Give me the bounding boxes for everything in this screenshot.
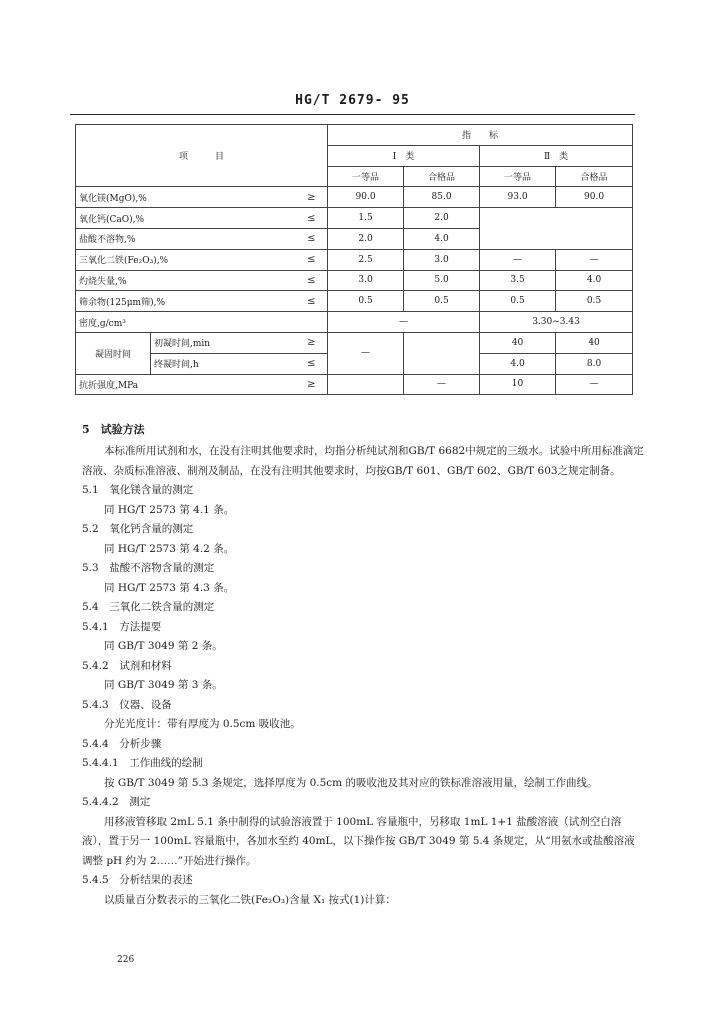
table-header-row [76,125,633,146]
reference-text: 同 GB/T 3049 第 3 条。 [104,679,223,691]
standard-code-header: HG/T 2679- 95 [295,93,410,108]
table-row [76,291,633,312]
row-name: 初凝时间,min [151,332,296,353]
header-class-ii: Ⅱ 类 [480,145,633,166]
cell-value: 40 [556,332,633,353]
subsection-heading: 5.4.4.2 测定 [82,796,151,808]
section-body [82,442,644,910]
cell-value: 2.0 [404,208,480,229]
intro-paragraph: 本标准所用试剂和水，在没有注明其他要求时，均指分析纯试剂和GB/T 6682中规定的三级水。试验中所用标准滴定溶液、杂质标准溶液、制剂及制品，在没有注明其他要求时，均按GB/T 601、GB/T 602、GB/T 603之规定制备。 [82,445,644,477]
cell-value: 5.0 [404,270,480,291]
section-title: 5 试验方法 [82,423,145,436]
header-item: 项 目 [76,125,328,187]
cell-value: — [480,249,556,270]
cell-value: — [556,249,633,270]
row-name: 终凝时间,h [151,353,296,374]
header-rule [70,114,635,115]
cell-value: — [556,374,633,395]
subsection-heading: 5.1 氧化镁含量的测定 [82,484,194,496]
row-group-name: 凝固时间 [76,332,151,374]
row-name: 灼烧失量,% [76,270,296,291]
table-row [76,187,633,208]
table-row [76,332,633,353]
row-name: 三氧化二铁(Fe₂O₃),% [76,249,296,270]
body-text-line: 分光光度计：带有厚度为 0.5cm 吸收池。 [104,718,301,730]
cell-value [404,332,480,374]
cell-value: 0.5 [328,291,404,312]
table-row [76,374,633,395]
body-paragraph: 用移液管移取 2mL 5.1 条中制得的试验溶液置于 100mL 容量瓶中，另移取 1mL 1+1 盐酸溶液（试剂空白溶液），置于另一 100mL 容量瓶中，各加水至约 40mL，以下操作按 GB/T 3049 第 5.4 条规定，从“用氨水或盐酸溶液调整 pH 约为 2……”开始进行操作。 [82,815,635,867]
body-text-line: 以质量百分数表示的三氧化二铁(Fe₂O₃)含量 X₁ 按式(1)计算： [104,893,396,906]
cell-value: 4.0 [556,270,633,291]
cell-value: — [328,312,480,333]
table-row [76,270,633,291]
table-row [76,312,633,333]
row-comparator: ≤ [296,353,328,374]
subsection-heading: 5.3 盐酸不溶物含量的测定 [82,562,215,574]
cell-value [328,374,404,395]
cell-value: — [328,332,404,374]
cell-value: 2.5 [328,249,404,270]
table-row [76,208,633,229]
row-name: 抗折强度,MPa [76,374,296,395]
subsection-heading: 5.2 氧化钙含量的测定 [82,523,194,535]
specification-table [75,124,633,395]
cell-value: 40 [480,332,556,353]
cell-value: 3.30~3.43 [480,312,633,333]
header-indicators: 指 标 [328,125,633,146]
row-name: 密度,g/cm³ [76,312,328,333]
cell-value: 1.5 [328,208,404,229]
body-paragraph: 按 GB/T 3049 第 5.3 条规定，选择厚度为 0.5cm 的吸收池及其对应的铁标准溶液用量，绘制工作曲线。 [104,776,598,789]
row-comparator: ≤ [296,270,328,291]
row-name: 氧化钙(CaO),% [76,208,296,229]
cell-value: 10 [480,374,556,395]
header-grade: 合格品 [556,166,633,187]
subsection-heading: 5.4.1 方法提要 [82,620,162,633]
row-name: 筛余物(125μm筛),% [76,291,296,312]
subsection-heading: 5.4.4.1 工作曲线的绘制 [82,757,203,769]
reference-text: 同 HG/T 2573 第 4.3 条。 [104,581,235,594]
cell-value: 2.0 [328,228,404,249]
row-name: 盐酸不溶物,% [76,228,296,249]
subsection-heading: 5.4.3 仪器、设备 [82,698,172,711]
row-comparator: ≤ [296,228,328,249]
row-name: 氧化镁(MgO),% [76,187,296,208]
cell-value [480,208,633,250]
subsection-heading: 5.4 三氧化二铁含量的测定 [82,601,215,613]
cell-value: 0.5 [404,291,480,312]
cell-value: 3.5 [480,270,556,291]
subsection-heading: 5.4.4 分析步骤 [82,737,162,750]
cell-value: 8.0 [556,353,633,374]
header-grade: 一等品 [480,166,556,187]
subsection-heading: 5.4.5 分析结果的表述 [82,874,193,886]
cell-value: — [404,374,480,395]
cell-value: 3.0 [404,249,480,270]
cell-value: 4.0 [480,353,556,374]
cell-value: 0.5 [480,291,556,312]
row-comparator: ≥ [296,374,328,395]
subsection-heading: 5.4.2 试剂和材料 [82,659,172,672]
cell-value: 90.0 [328,187,404,208]
cell-value: 3.0 [328,270,404,291]
row-comparator: ≤ [296,208,328,229]
header-grade: 合格品 [404,166,480,187]
row-comparator: ≥ [296,332,328,353]
reference-text: 同 GB/T 3049 第 2 条。 [104,640,223,652]
cell-value: 90.0 [556,187,633,208]
cell-value: 0.5 [556,291,633,312]
cell-value: 4.0 [404,228,480,249]
table-row [76,249,633,270]
reference-text: 同 HG/T 2573 第 4.1 条。 [104,503,235,516]
row-comparator: ≥ [296,187,328,208]
header-class-i: Ⅰ 类 [328,145,480,166]
row-comparator: ≤ [296,249,328,270]
cell-value: 93.0 [480,187,556,208]
row-comparator: ≤ [296,291,328,312]
reference-text: 同 HG/T 2573 第 4.2 条。 [104,542,235,555]
cell-value: 85.0 [404,187,480,208]
header-grade: 一等品 [328,166,404,187]
page-number: 226 [117,955,135,965]
